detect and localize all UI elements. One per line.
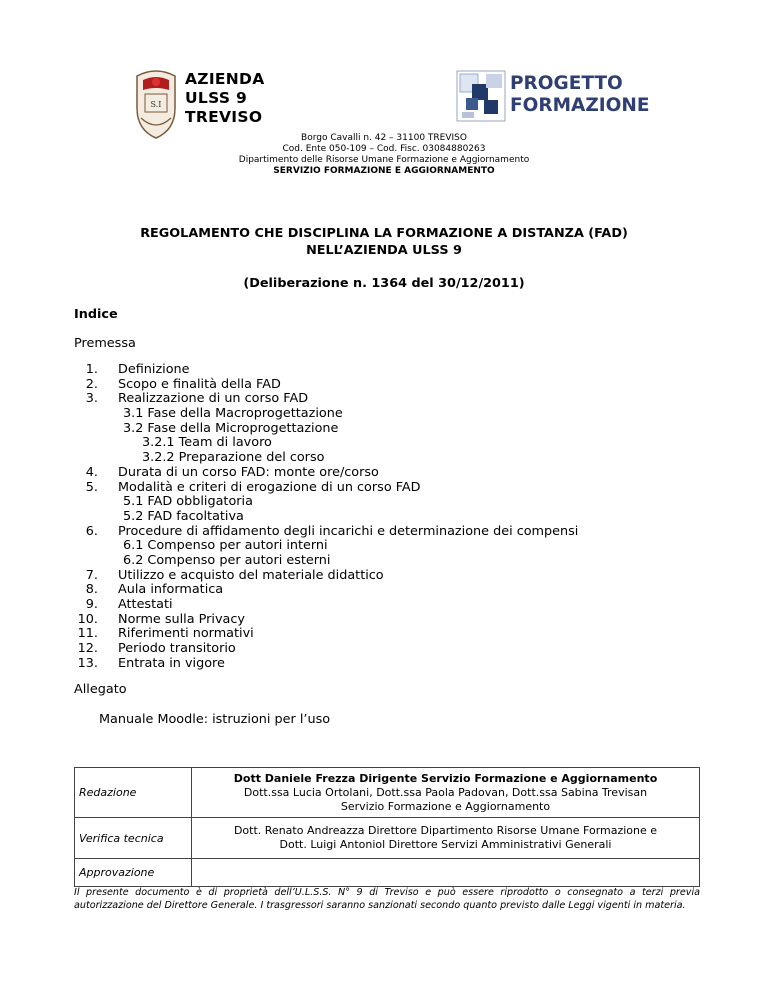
toc-item-number: 6.	[85, 523, 98, 539]
verifica-line-2: Dott. Luigi Antoniol Direttore Servizi Amministrativi Generali	[279, 838, 612, 851]
toc-item-number: 8.	[85, 582, 98, 598]
toc-item	[76, 569, 756, 584]
toc-item-number: 13.	[77, 655, 98, 671]
toc-item	[76, 554, 756, 569]
toc-item	[76, 598, 756, 613]
toc-item-number: 5.	[85, 479, 98, 495]
toc-item-number: 9.	[85, 597, 98, 612]
address-street: Borgo Cavalli n. 42 – 31100 TREVISO	[301, 133, 467, 143]
toc-item-text: 3.2.2 Preparazione del corso	[142, 450, 325, 466]
toc-item	[76, 451, 756, 466]
toc-item	[76, 613, 756, 628]
approval-table	[74, 767, 700, 887]
redazione-service: Servizio Formazione e Aggiornamento	[340, 799, 551, 813]
redazione-authors: Dott.ssa Lucia Ortolani, Dott.ssa Paola Padovan, Dott.ssa Sabina Trevisan	[243, 785, 648, 799]
toc-item-text: 5.1 FAD obbligatoria	[123, 494, 253, 510]
toc-item-text: 5.2 FAD facoltativa	[123, 508, 244, 524]
toc-item	[76, 481, 756, 496]
allegato-manuale: Manuale Moodle: istruzioni per l’uso	[99, 712, 331, 727]
approvazione-value	[192, 859, 700, 887]
toc-item	[76, 642, 756, 657]
toc-item-number: 11.	[77, 626, 98, 642]
toc-item-text: Periodo transitorio	[118, 641, 236, 657]
toc-item-number: 4.	[85, 464, 98, 480]
toc-item	[76, 436, 756, 451]
toc-item-text: Realizzazione di un corso FAD	[118, 391, 309, 407]
logo-line-ulss: ULSS 9	[185, 89, 248, 107]
verifica-label: Verifica tecnica	[75, 818, 192, 859]
toc-item	[76, 539, 756, 554]
redazione-value	[192, 768, 700, 818]
address-service: SERVIZIO FORMAZIONE E AGGIORNAMENTO	[273, 166, 495, 176]
toc-item-text: 6.1 Compenso per autori interni	[123, 538, 328, 554]
disclaimer: Il presente documento è di proprietà dell’U.L.S.S. N° 9 di Treviso e può essere riprodotto o consegnato a terzi previa autorizzazione del Direttore Generale. I trasgressori saranno sanzionati secondo quanto previsto dalle Leggi vigenti in materia.	[74, 887, 700, 911]
table-row	[75, 818, 700, 859]
toc-item	[76, 392, 756, 407]
toc-item-text: Aula informatica	[118, 582, 224, 598]
verifica-value	[192, 818, 700, 859]
redazione-label: Redazione	[75, 768, 192, 818]
toc-item	[76, 407, 756, 422]
toc-item-number: 12.	[77, 641, 98, 657]
toc-item-text: Scopo e finalità della FAD	[118, 376, 281, 392]
toc-item-number: 7.	[85, 567, 98, 583]
title-line-1: REGOLAMENTO CHE DISCIPLINA LA FORMAZIONE A DISTANZA (FAD)	[140, 226, 628, 241]
premessa: Premessa	[74, 336, 136, 351]
progetto-formazione-mark-icon	[456, 70, 506, 122]
indice-heading: Indice	[74, 307, 118, 322]
toc-item	[76, 583, 756, 598]
address-codes: Cod. Ente 050-109 – Cod. Fisc. 03084880263	[282, 144, 486, 154]
crest-text: S.I	[150, 100, 162, 109]
toc-item-text: Norme sulla Privacy	[118, 611, 245, 627]
title-line-2: NELL’AZIENDA ULSS 9	[306, 243, 462, 258]
toc-item	[76, 378, 756, 393]
toc-item-text: Attestati	[118, 597, 173, 612]
toc-item-text: Riferimenti normativi	[118, 626, 254, 642]
toc-item	[76, 422, 756, 437]
table-row	[75, 859, 700, 887]
approvazione-label: Approvazione	[75, 859, 192, 887]
toc-item-text: 6.2 Compenso per autori esterni	[123, 552, 331, 568]
logo-line-treviso: TREVISO	[185, 108, 263, 126]
allegato-heading: Allegato	[74, 682, 127, 697]
toc-item-number: 10.	[77, 611, 98, 627]
toc-item-text: Entrata in vigore	[118, 655, 225, 671]
toc-item-number: 2.	[85, 376, 98, 392]
address-department: Dipartimento delle Risorse Umane Formazione e Aggiornamento	[238, 155, 530, 165]
address-block	[0, 133, 768, 177]
toc-item	[76, 657, 756, 672]
toc-item	[76, 466, 756, 481]
toc-item	[76, 627, 756, 642]
logo-line-progetto: PROGETTO	[510, 73, 623, 94]
toc-item-text: Durata di un corso FAD: monte ore/corso	[118, 464, 379, 480]
toc-item-text: 3.2.1 Team di lavoro	[142, 435, 272, 451]
toc-item-text: Procedure di affidamento degli incarichi e determinazione dei compensi	[118, 523, 579, 539]
toc-item	[76, 525, 756, 540]
toc-item	[76, 363, 756, 378]
logo-line-formazione: FORMAZIONE	[510, 95, 650, 116]
toc-item	[76, 510, 756, 525]
toc-item-number: 1.	[85, 362, 98, 377]
deliberazione: (Deliberazione n. 1364 del 30/12/2011)	[243, 276, 525, 291]
redazione-author-main: Dott Daniele Frezza Dirigente Servizio Formazione e Aggiornamento	[233, 771, 658, 785]
progetto-formazione-logo	[456, 70, 650, 122]
toc-item-text: 3.1 Fase della Macroprogettazione	[123, 406, 343, 422]
table-row	[75, 768, 700, 818]
toc-item-text: Definizione	[118, 362, 190, 377]
verifica-line-1: Dott. Renato Andreazza Direttore Dipartimento Risorse Umane Formazione e	[233, 824, 658, 837]
toc-item-text: Utilizzo e acquisto del materiale didattico	[118, 567, 384, 583]
crest-icon	[133, 68, 179, 140]
azienda-ulss9-logo	[133, 68, 268, 140]
toc-item-number: 3.	[85, 391, 98, 407]
toc-item-text: Modalità e criteri di erogazione di un corso FAD	[118, 479, 421, 495]
document-title	[0, 225, 768, 259]
table-of-contents	[76, 363, 756, 671]
toc-item-text: 3.2 Fase della Microprogettazione	[123, 420, 339, 436]
logo-line-azienda: AZIENDA	[185, 70, 265, 88]
toc-item	[76, 495, 756, 510]
